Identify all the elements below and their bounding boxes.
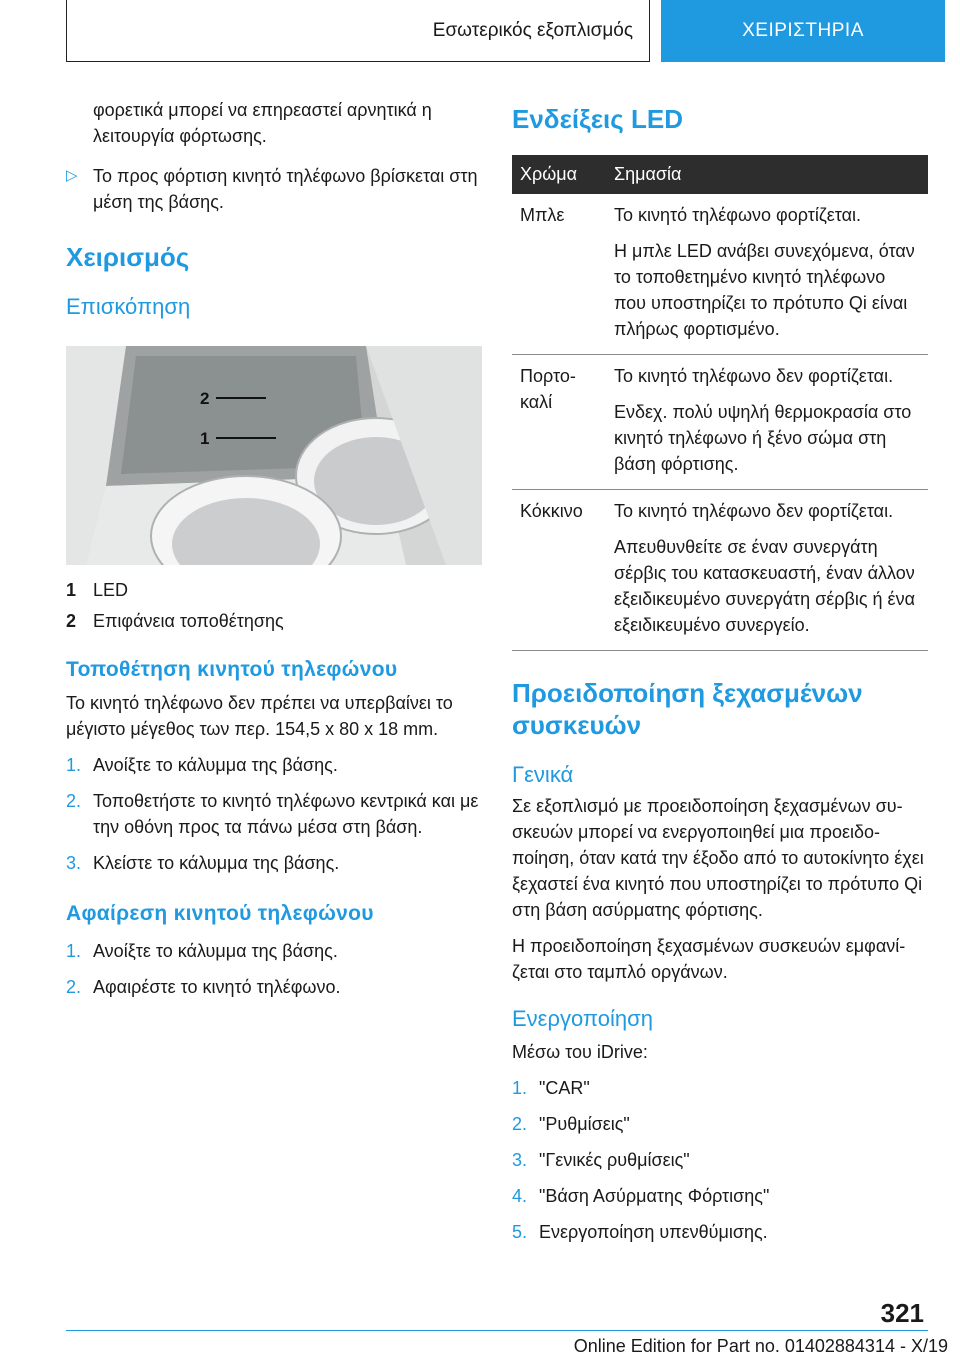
bullet-text: Το προς φόρτιση κινητό τηλέφωνο βρίσκεται στη μέση της βάσης. — [93, 166, 478, 212]
step-text: "CAR" — [539, 1078, 590, 1098]
right-column — [512, 97, 928, 1245]
led-color-cell: Πορτοκαλί — [512, 355, 606, 490]
footer-divider — [66, 1330, 928, 1331]
figure-label-1: 1 — [200, 429, 210, 448]
page-number: 321 — [880, 1298, 924, 1328]
triangle-bullet-icon: ▷ — [66, 167, 78, 184]
heading-forgotten-devices-warning: Προειδοποίηση ξεχασμένων συσκευών — [512, 678, 863, 740]
general-paragraph-1: Σε εξοπλισμό με προειδοποίηση ξεχασμένων συσκευών μπορεί να ενεργοποιηθεί μια προειδοποίηση, όταν κατά την έξοδο από το αυτοκίνητο έχει ξεχαστεί ένα κινητό που υποστηρίζει το πρότυπο Qi στη βάση ασύρματης φόρτισης. — [512, 796, 924, 920]
step-number: 2. — [512, 1114, 528, 1134]
header-section — [66, 0, 650, 62]
table-row — [512, 194, 928, 355]
step-item — [66, 938, 482, 964]
led-meaning-cell — [606, 194, 928, 355]
step-number: 2. — [66, 977, 82, 997]
step-item — [512, 1111, 928, 1137]
place-description: Το κινητό τηλέφωνο δεν πρέπει να υπερβαίνει το μέγιστο μέγεθος των περ. 154,5 x 80 x 18 mm. — [66, 693, 453, 739]
callout-number: 2 — [66, 611, 77, 631]
step-number: 1. — [512, 1078, 528, 1098]
meaning-line: Ενδεχ. πολύ υψηλή θερμοκρασία στο κινητό τηλέφωνο ή ξένο σώμα στη βάση φόρτισης. — [614, 402, 912, 474]
step-number: 3. — [512, 1150, 528, 1170]
charging-tray-figure — [66, 346, 482, 565]
heading-operation: Χειρισμός — [66, 242, 190, 272]
heading-remove-phone: Αφαίρεση κινητού τηλεφώνου — [66, 902, 374, 925]
heading-place-phone: Τοποθέτηση κινητού τηλεφώνου — [66, 658, 398, 681]
led-meaning-cell — [606, 490, 928, 651]
step-text: Αφαιρέστε το κινητό τηλέφωνο. — [93, 977, 341, 997]
step-text: "Ρυθμίσεις" — [539, 1114, 630, 1134]
step-text: "Βάση Ασύρματης Φόρτισης" — [539, 1186, 770, 1206]
activation-steps — [512, 1075, 928, 1245]
step-text: Ενεργοποίηση υπενθύμισης. — [539, 1222, 768, 1242]
heading-overview: Επισκόπηση — [66, 294, 191, 319]
left-column — [66, 97, 482, 1000]
intro-continuation: φορετικά μπορεί να επηρεαστεί αρνητικά η λειτουργία φόρτωσης. — [93, 100, 432, 146]
figure-label-2: 2 — [200, 389, 210, 408]
heading-led-indicators: Ενδείξεις LED — [512, 104, 684, 134]
led-color-cell: Κόκκινο — [512, 490, 606, 651]
led-table-header — [512, 155, 928, 194]
led-table — [512, 155, 928, 651]
activation-intro: Μέσω του iDrive: — [512, 1042, 648, 1062]
header-chapter-tab[interactable] — [661, 0, 945, 62]
step-number: 4. — [512, 1186, 528, 1206]
header-chapter-title: ΧΕΙΡΙΣΤΗΡΙΑ — [742, 20, 864, 41]
step-text: Τοποθετήστε το κινητό τηλέφωνο κεντρικά και με την οθόνη προς τα πάνω μέσα στη βάση. — [93, 791, 479, 837]
charging-tray-illustration — [66, 346, 482, 565]
step-number: 1. — [66, 941, 82, 961]
callout-number: 1 — [66, 580, 77, 600]
step-number: 1. — [66, 755, 82, 775]
step-text: Ανοίξτε το κάλυμμα της βάσης. — [93, 941, 338, 961]
meaning-line: Η μπλε LED ανάβει συνεχόμενα, όταν το τοποθετημένο κινητό τηλέφωνο που υποστηρίζει το πρότυπο Qi είναι πλήρως φορτισμένο. — [614, 241, 915, 339]
callout-item — [66, 608, 482, 634]
col-meaning-header: Σημασία — [606, 155, 928, 194]
step-text: Κλείστε το κάλυμμα της βάσης. — [93, 853, 340, 873]
footer-edition: Online Edition for Part no. 01402884314 - X/19 — [573, 1336, 948, 1356]
step-item — [66, 752, 482, 778]
step-item — [66, 974, 482, 1000]
general-paragraph-2: Η προειδοποίηση ξεχασμένων συσκευών εμφανίζεται στο ταμπλό οργάνων. — [512, 936, 906, 982]
step-item — [66, 850, 482, 876]
meaning-line: Το κινητό τηλέφωνο δεν φορτίζεται. — [614, 501, 894, 521]
heading-general: Γενικά — [512, 762, 574, 787]
meaning-line: Απευθυνθείτε σε έναν συνεργάτη σέρβις του κατασκευαστή, έναν άλλον εξειδικευμένο συνεργάτη σέρβις ή ένα εξειδικευμένο συνεργείο. — [614, 537, 915, 635]
bullet-item — [66, 163, 482, 215]
place-steps — [66, 752, 482, 876]
header-section-title: Εσωτερικός εξοπλισμός — [432, 19, 633, 41]
step-item — [512, 1219, 928, 1245]
step-number: 2. — [66, 791, 82, 811]
led-color-cell: Μπλε — [512, 194, 606, 355]
callout-text: Επιφάνεια τοποθέτησης — [93, 611, 284, 631]
table-row — [512, 355, 928, 490]
meaning-line: Το κινητό τηλέφωνο φορτίζεται. — [614, 205, 862, 225]
step-number: 5. — [512, 1222, 528, 1242]
step-text: Ανοίξτε το κάλυμμα της βάσης. — [93, 755, 338, 775]
led-meaning-cell — [606, 355, 928, 490]
step-item — [512, 1075, 928, 1101]
step-item — [512, 1147, 928, 1173]
step-item — [66, 788, 482, 840]
col-color-header: Χρώμα — [512, 155, 606, 194]
callout-text: LED — [93, 580, 129, 600]
table-row — [512, 490, 928, 651]
step-item — [512, 1183, 928, 1209]
remove-steps — [66, 938, 482, 1000]
meaning-line: Το κινητό τηλέφωνο δεν φορτίζεται. — [614, 366, 894, 386]
callout-item — [66, 577, 482, 603]
heading-activation: Ενεργοποίηση — [512, 1006, 653, 1031]
figure-callouts — [66, 577, 482, 634]
step-text: "Γενικές ρυθμίσεις" — [539, 1150, 690, 1170]
step-number: 3. — [66, 853, 82, 873]
